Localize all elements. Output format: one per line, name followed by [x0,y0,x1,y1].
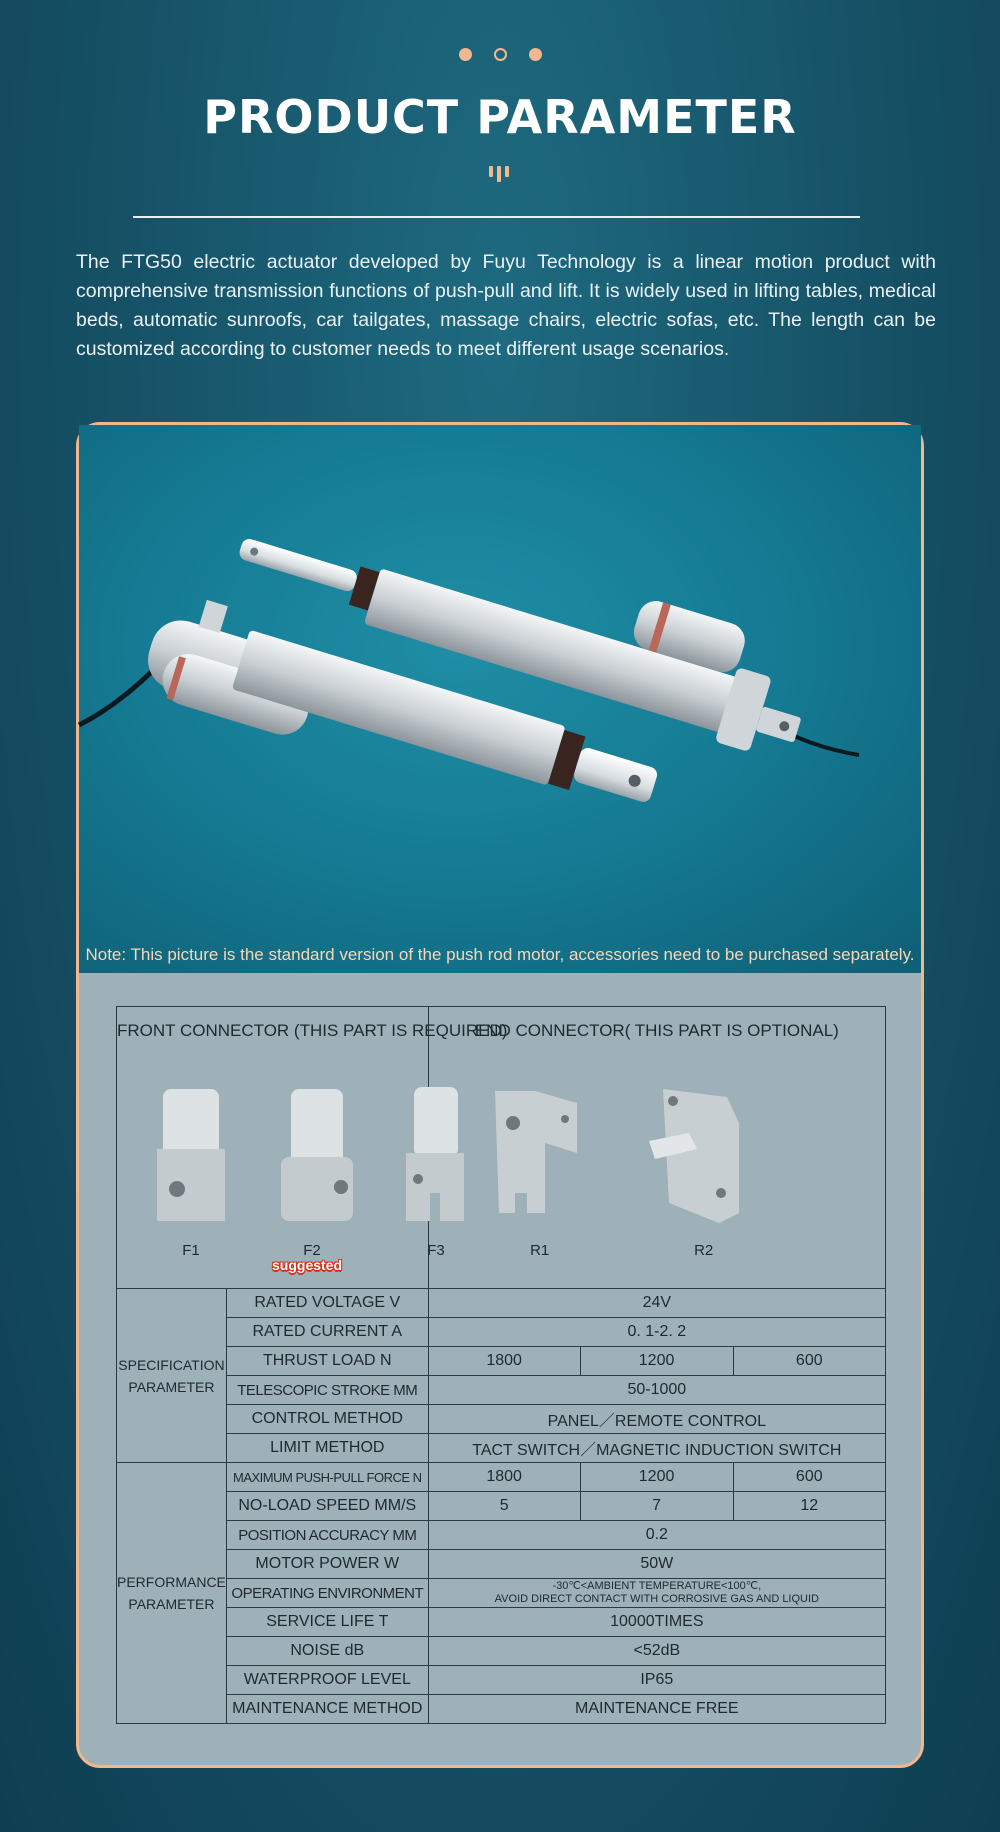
row-label: MAINTENANCE METHOD [226,1695,428,1724]
table-row [117,1695,886,1724]
row-label: NOISE dB [226,1637,428,1666]
f1-label: F1 [182,1242,200,1259]
row-value: 5 [428,1492,580,1521]
row-value: 50-1000 [428,1376,885,1405]
title-divider [133,216,860,218]
row-label: RATED CURRENT A [226,1318,428,1347]
row-value: PANEL／REMOTE CONTROL [428,1405,885,1434]
row-value: 600 [733,1463,885,1492]
end-connector-panel [428,1007,885,1289]
parameter-card [76,422,924,1768]
row-label: POSITION ACCURACY MM [226,1521,428,1550]
row-value: 10000TIMES [428,1608,885,1637]
row-value [428,1579,885,1608]
f1-connector-icon [155,1083,227,1223]
row-label: CONTROL METHOD [226,1405,428,1434]
dot-icon [459,48,472,61]
product-photo [79,425,921,973]
row-value: IP65 [428,1666,885,1695]
table-row [117,1637,886,1666]
table-row [117,1289,886,1318]
row-value: 1200 [580,1463,733,1492]
r1-connector-icon [485,1083,585,1223]
row-value: 1200 [580,1347,733,1376]
row-value: <52dB [428,1637,885,1666]
row-value: MAINTENANCE FREE [428,1695,885,1724]
r2-label: R2 [694,1242,714,1259]
front-connector-title: FRONT CONNECTOR (THIS PART IS REQUIRED) [117,1021,508,1040]
table-row [117,1347,886,1376]
row-value: 1800 [428,1463,580,1492]
front-connector-panel [117,1007,508,1289]
ring-icon [494,48,507,61]
table-row [117,1318,886,1347]
photo-note: Note: This picture is the standard version of the push rod motor, accessories need to be purchased separately. [85,945,915,964]
row-value: 0.2 [428,1521,885,1550]
table-row [117,1666,886,1695]
table-row [117,1434,886,1463]
intro-paragraph: The FTG50 electric actuator developed by Fuyu Technology is a linear motion product with comprehensive transmission functions of push-pull and lift. It is widely used in lifting tables, medical beds, automatic sunroofs, car tailgates, massage chairs, electric sofas, etc. The length can be customized according to customer needs to meet different usage scenarios. [76,251,936,360]
r1-label: R1 [530,1242,550,1259]
row-value: 600 [733,1347,885,1376]
title-bars-icon [489,166,509,182]
row-label: NO-LOAD SPEED MM/S [226,1492,428,1521]
table-row [117,1405,886,1434]
table-row [117,1376,886,1405]
row-value: TACT SWITCH／MAGNETIC INDUCTION SWITCH [428,1434,885,1463]
actuator-illustration [79,425,921,973]
end-connector-title: END CONNECTOR( THIS PART IS OPTIONAL) [474,1021,839,1040]
row-label: RATED VOLTAGE V [226,1289,428,1318]
table-row [117,1579,886,1608]
spec-group-label: SPECIFICATION PARAMETER [117,1289,227,1463]
env-line-1: -30℃<AMBIENT TEMPERATURE<100℃, [552,1580,762,1592]
table-row [117,1492,886,1521]
row-value: 1800 [428,1347,580,1376]
spec-table [116,1006,886,1724]
r2-connector-icon [649,1083,749,1223]
f2-label: F2 [303,1242,321,1259]
env-line-2: AVOID DIRECT CONTACT WITH CORROSIVE GAS AND LIQUID [494,1593,819,1605]
table-row [117,1521,886,1550]
row-label: MOTOR POWER W [226,1550,428,1579]
row-label: SERVICE LIFE T [226,1608,428,1637]
row-value: 24V [428,1289,885,1318]
row-label: MAXIMUM PUSH-PULL FORCE N [226,1463,428,1492]
row-label: OPERATING ENVIRONMENT [226,1579,428,1608]
row-label: WATERPROOF LEVEL [226,1666,428,1695]
decorative-dots [0,48,1000,61]
row-value: 12 [733,1492,885,1521]
performance-group-label: PERFORMANCE PARAMETER [117,1463,227,1724]
table-row [117,1463,886,1492]
row-value: 50W [428,1550,885,1579]
row-value: 7 [580,1492,733,1521]
f3-label: F3 [427,1242,445,1259]
table-row [117,1550,886,1579]
row-label: TELESCOPIC STROKE MM [226,1376,428,1405]
table-row [117,1608,886,1637]
suggested-badge: suggested [272,1257,343,1273]
dot-icon [529,48,542,61]
row-label: THRUST LOAD N [226,1347,428,1376]
row-value: 0. 1-2. 2 [428,1318,885,1347]
row-label: LIMIT METHOD [226,1434,428,1463]
f2-connector-icon [277,1083,357,1223]
page-title: PRODUCT PARAMETER [203,90,797,144]
